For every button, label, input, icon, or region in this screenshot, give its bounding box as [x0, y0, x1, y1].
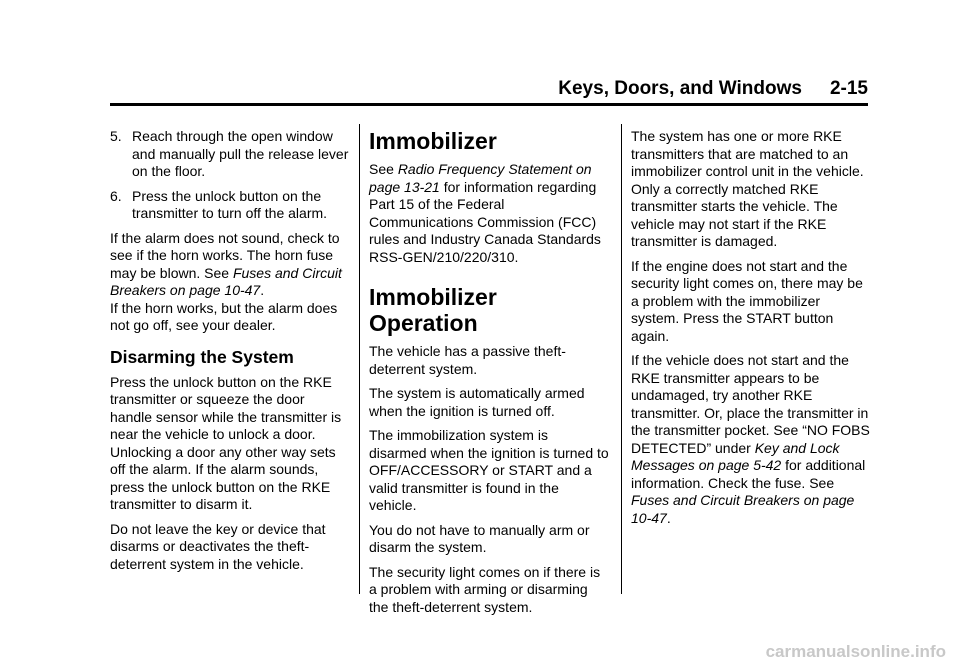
subsection-heading: Disarming the System: [110, 346, 294, 367]
paragraph-text: .: [260, 282, 265, 298]
paragraph: The system is automatically armed when the ignition is turned off.: [369, 385, 585, 419]
paragraph-text: .: [666, 509, 671, 526]
page-header: [558, 78, 868, 100]
paragraph-text: for additional information. Check the fuse. See: [631, 457, 866, 491]
cross-reference-link[interactable]: Radio Frequency Statement on page 13-21: [369, 161, 592, 195]
column-1: [110, 128, 350, 580]
paragraph: You do not have to manually arm or disarm the system.: [369, 521, 590, 555]
paragraph: [631, 352, 871, 527]
cross-reference-link[interactable]: Fuses and Circuit Breakers on page 10-47: [631, 492, 855, 526]
list-text: Reach through the open window and manually pull the release lever on the floor.: [132, 128, 349, 179]
list-item: [110, 128, 350, 181]
header-rule: [110, 103, 868, 106]
paragraph: [110, 230, 350, 335]
paragraph-text: See: [369, 161, 398, 177]
column-3: [631, 128, 871, 534]
paragraph: The immobilization system is disarmed when the ignition is turned to OFF/ACCESSORY or START and a valid transmitter is found in the vehicle.: [369, 427, 609, 513]
column-divider: [359, 124, 360, 594]
paragraph: If the engine does not start and the security light comes on, there may be a problem with the immobilizer system. Press the START button again.: [631, 257, 863, 344]
page-number: 2-15: [829, 78, 868, 99]
section-heading: Immobilizer: [369, 128, 497, 154]
paragraph-text: If the alarm does not sound, check to see if the horn works. The horn fuse may be blown. See: [110, 229, 340, 281]
paragraph-text: for information regarding Part 15 of the Federal Communications Commission (FCC) rules and Industry Canada Standards RSS-GEN/210/220/310.: [369, 178, 601, 265]
list-number: 6.: [110, 187, 122, 204]
paragraph: [369, 161, 609, 266]
paragraph: The system has one or more RKE transmitters that are matched to an immobilizer control unit in the vehicle. Only a correctly matched RKE transmitter starts the vehicle. The vehicle may not start if the RKE transmitter is damaged.: [631, 128, 864, 249]
cross-reference-link[interactable]: Fuses and Circuit Breakers on page 10-47: [110, 264, 342, 298]
paragraph: Do not leave the key or device that disarms or deactivates the theft-deterrent system in the vehicle.: [110, 520, 326, 572]
paragraph: The security light comes on if there is a problem with arming or disarming the theft-deterrent system.: [369, 563, 601, 615]
list-item: [110, 188, 350, 223]
paragraph-text: If the horn works, but the alarm does not go off, see your dealer.: [110, 299, 338, 333]
chapter-title: Keys, Doors, and Windows: [558, 78, 802, 99]
list-number: 5.: [110, 128, 122, 144]
column-2: [369, 128, 609, 623]
section-heading: Immobilizer Operation: [369, 284, 497, 336]
paragraph: The vehicle has a passive theft-deterrent system.: [369, 343, 566, 377]
paragraph-text: If the vehicle does not start and the RKE transmitter appears to be undamaged, try another RKE transmitter. Or, place the transmitter in the transmitter pocket. See “NO FOBS DETECTED” under: [631, 352, 870, 456]
list-text: Press the unlock button on the transmitter to turn off the alarm.: [132, 187, 328, 221]
paragraph: Press the unlock button on the RKE transmitter or squeeze the door handle sensor while the transmitter is near the vehicle to unlock a door. Unlocking a door any other way sets off the alarm. If the alarm sounds, press the unlock button on the RKE transmitter to disarm it.: [110, 373, 342, 512]
column-divider: [621, 124, 622, 594]
cross-reference-link[interactable]: Key and Lock Messages on page 5-42: [631, 439, 840, 473]
watermark: carmanualsonline.info: [765, 642, 946, 661]
